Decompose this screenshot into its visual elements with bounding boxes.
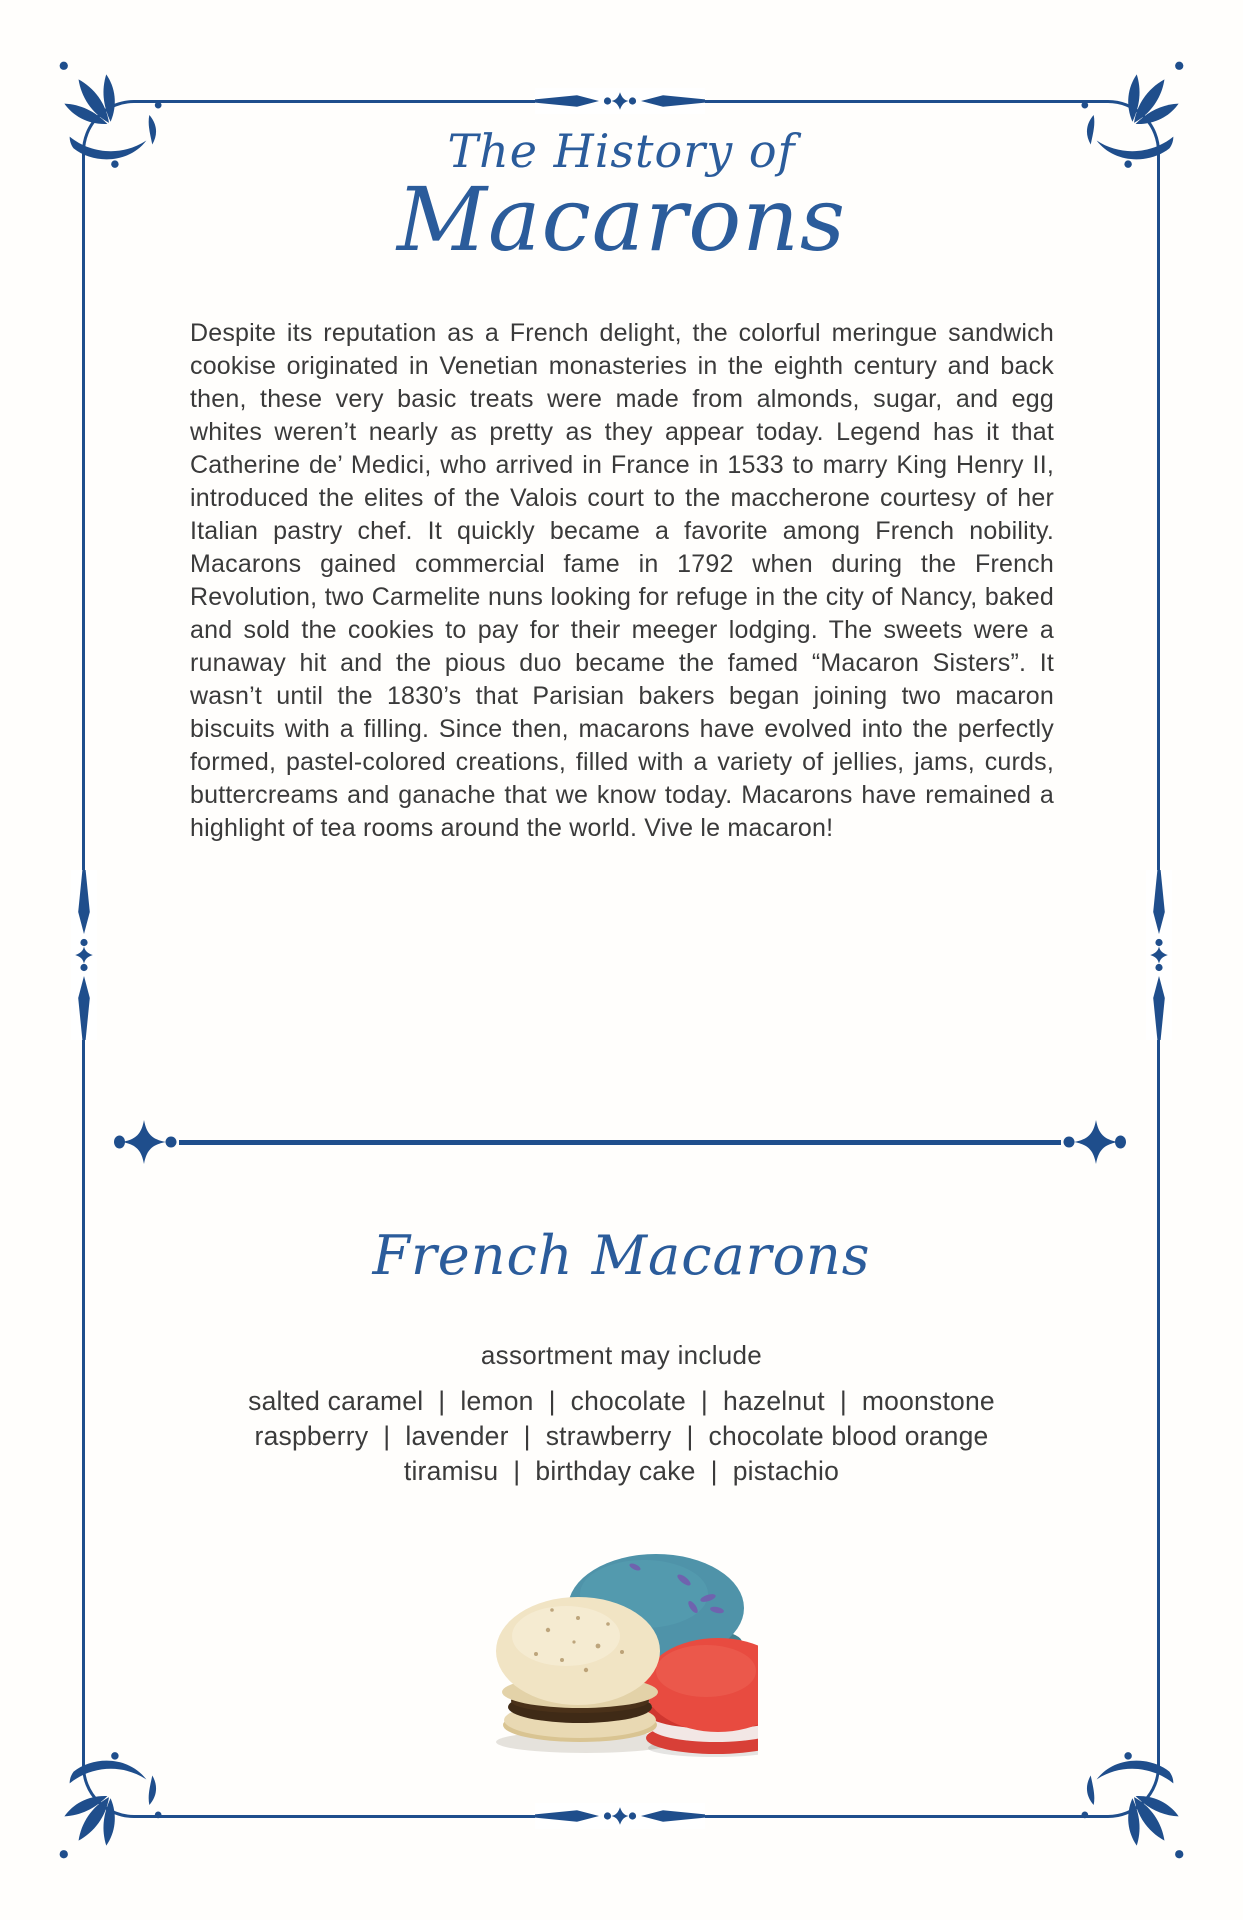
flavor-line bbox=[0, 1384, 1243, 1419]
section-subheading: assortment may include bbox=[480, 1340, 763, 1370]
sparkle-border-ornament-icon bbox=[71, 870, 97, 1040]
sparkle-border-ornament-icon bbox=[535, 88, 705, 114]
flavor-item: hazelnut bbox=[723, 1386, 825, 1416]
flavor-separator: | bbox=[700, 1386, 709, 1416]
flavor-item: lemon bbox=[460, 1386, 534, 1416]
section-heading: French Macarons bbox=[372, 1224, 871, 1287]
flavor-item: chocolate bbox=[570, 1386, 686, 1416]
flavor-separator: | bbox=[710, 1456, 718, 1486]
flavor-separator: | bbox=[438, 1386, 446, 1416]
sparkle-border-ornament-icon bbox=[1146, 870, 1172, 1040]
sparkle-border-ornament-icon bbox=[535, 1803, 705, 1829]
flavor-line bbox=[0, 1419, 1243, 1454]
flavor-separator: | bbox=[383, 1421, 391, 1451]
red-macaron bbox=[644, 1638, 758, 1754]
flavor-separator: | bbox=[523, 1421, 531, 1451]
floral-flourish-icon bbox=[1075, 1748, 1193, 1866]
macarons-illustration bbox=[486, 1550, 758, 1760]
page-title-prefix: The History of bbox=[447, 124, 796, 178]
flavor-separator: | bbox=[839, 1386, 847, 1416]
flavor-item: chocolate blood orange bbox=[708, 1421, 989, 1451]
flavor-line bbox=[0, 1454, 1243, 1489]
flavor-item: lavender bbox=[405, 1421, 509, 1451]
flavor-separator: | bbox=[513, 1456, 521, 1486]
flavor-item: raspberry bbox=[254, 1421, 369, 1451]
divider-line bbox=[179, 1140, 1061, 1145]
flavor-item: tiramisu bbox=[403, 1456, 499, 1486]
flavor-item: birthday cake bbox=[535, 1456, 696, 1486]
history-paragraph: Despite its reputation as a French delight, the colorful meringue sandwich cookise originated in Venetian monasteries in the eighth century and back then, these very basic treats were made from almonds, sugar, and egg whites weren’t nearly as pretty as they appear today. Legend has it that Catherine de’ Medici, who arrived in France in 1533 to marry King Henry II, introduced the elites of the Valois court to the maccherone courtesy of her Italian pastry chef. It quickly became a favorite among French nobility. Macarons gained commercial fame in 1792 when during the French Revolution, two Carmelite nuns looking for refuge in the city of Nancy, baked and sold the cookies to pay for their meeger lodging. The sweets were a runaway hit and the pious duo became the famed “Macaron Sisters”. It wasn’t until the 1830’s that Parisian bakers began joining two macaron biscuits with a filling. Since then, macarons have evolved into the perfectly formed, pastel-colored creations, filled with a variety of jellies, jams, curds, buttercreams and ganache that we know today. Macarons have remained a highlight of tea rooms around the world. Vive le macaron! bbox=[190, 319, 1054, 842]
page-title: Macarons bbox=[396, 168, 847, 271]
sparkle-divider-end-icon bbox=[113, 1116, 179, 1168]
section-divider bbox=[113, 1116, 1127, 1168]
flavor-item: pistachio bbox=[732, 1456, 840, 1486]
flavor-item: strawberry bbox=[545, 1421, 672, 1451]
flavor-list bbox=[0, 1384, 1243, 1489]
cream-macaron bbox=[496, 1597, 660, 1742]
sparkle-divider-end-icon bbox=[1061, 1116, 1127, 1168]
flavor-item: salted caramel bbox=[248, 1386, 424, 1416]
macarons-photo bbox=[486, 1550, 758, 1760]
floral-flourish-icon bbox=[50, 1748, 168, 1866]
flavor-separator: | bbox=[686, 1421, 694, 1451]
flavor-separator: | bbox=[548, 1386, 556, 1416]
flavor-item: moonstone bbox=[861, 1386, 995, 1416]
